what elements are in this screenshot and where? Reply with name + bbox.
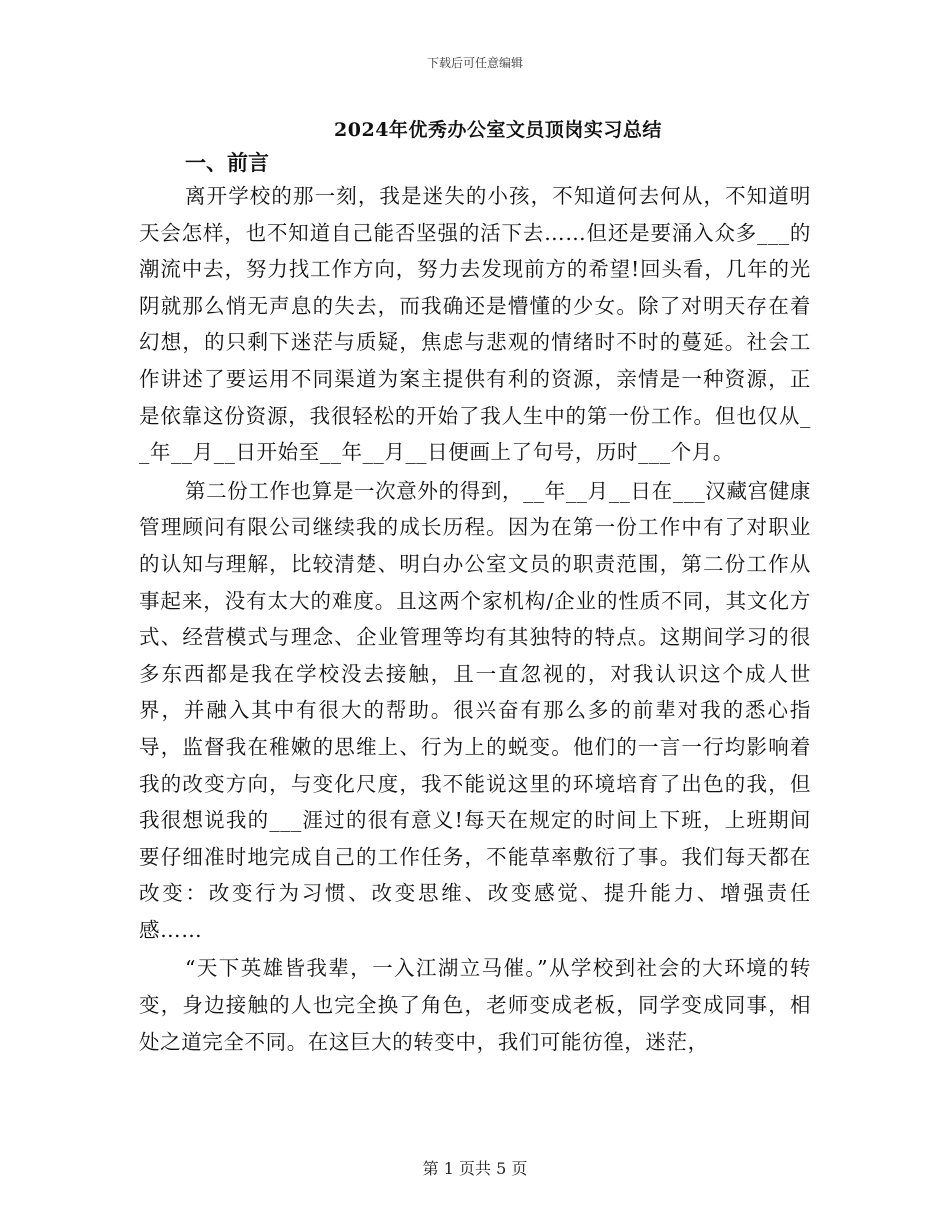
paragraph-2: 第二份工作也算是一次意外的得到，__年__月__日在___汉藏宫健康管理顾问有限公司继续我的成长历程。因为在第一份工作中有了对职业的认知与理解，比较清楚、明白办公室文员的职责范围，第二份工作从事起来，没有太大的难度。且这两个家机构/企业的性质不同，其文化方式、经营模式与理念、企业管理等均有其独特的特点。这期间学习的很多东西都是我在学校没去接触，且一直忽视的，对我认识这个成人世界，并融入其中有很大的帮助。很兴奋有那么多的前辈对我的悉心指导，监督我在稚嫩的思维上、行为上的蜕变。他们的一言一行均影响着我的改变方向，与变化尺度，我不能说这里的环境培育了出色的我，但我很想说我的___涯过的很有意义!每天在规定的时间上下班，上班期间要仔细准时地完成自己的工作任务，不能草率敷衍了事。我们每天都在改变：改变行为习惯、改变思维、改变感觉、提升能力、增强责任感…… bbox=[139, 478, 811, 942]
document-body bbox=[139, 148, 811, 1060]
section-heading: 一、前言 bbox=[185, 150, 269, 175]
document-title: 2024年优秀办公室文员顶岗实习总结 bbox=[334, 119, 662, 141]
page-header-note: 下载后可任意编辑 bbox=[426, 56, 523, 70]
page-number-footer: 第 1 页共 5 页 bbox=[422, 1159, 528, 1178]
paragraph-3: “天下英雄皆我辈，一入江湖立马催。”从学校到社会的大环境的转变，身边接触的人也完全换了角色，老师变成老板，同学变成同事，相处之道完全不同。在这巨大的转变中，我们可能彷徨，迷茫， bbox=[139, 956, 811, 1054]
paragraph-1: 离开学校的那一刻，我是迷失的小孩，不知道何去何从，不知道明天会怎样，也不知道自己能否坚强的活下去……但还是要涌入众多___的潮流中去，努力找工作方向，努力去发现前方的希望!回头看，几年的光阴就那么悄无声息的失去，而我确还是懵懂的少女。除了对明天存在着幻想，的只剩下迷茫与质疑，焦虑与悲观的情绪时不时的蔓延。社会工作讲述了要运用不同渠道为案主提供有利的资源，亲情是一种资源，正是依靠这份资源，我很轻松的开始了我人生中的第一份工作。但也仅从__年__月__日开始至__年__月__日便画上了句号，历时___个月。 bbox=[139, 184, 811, 465]
